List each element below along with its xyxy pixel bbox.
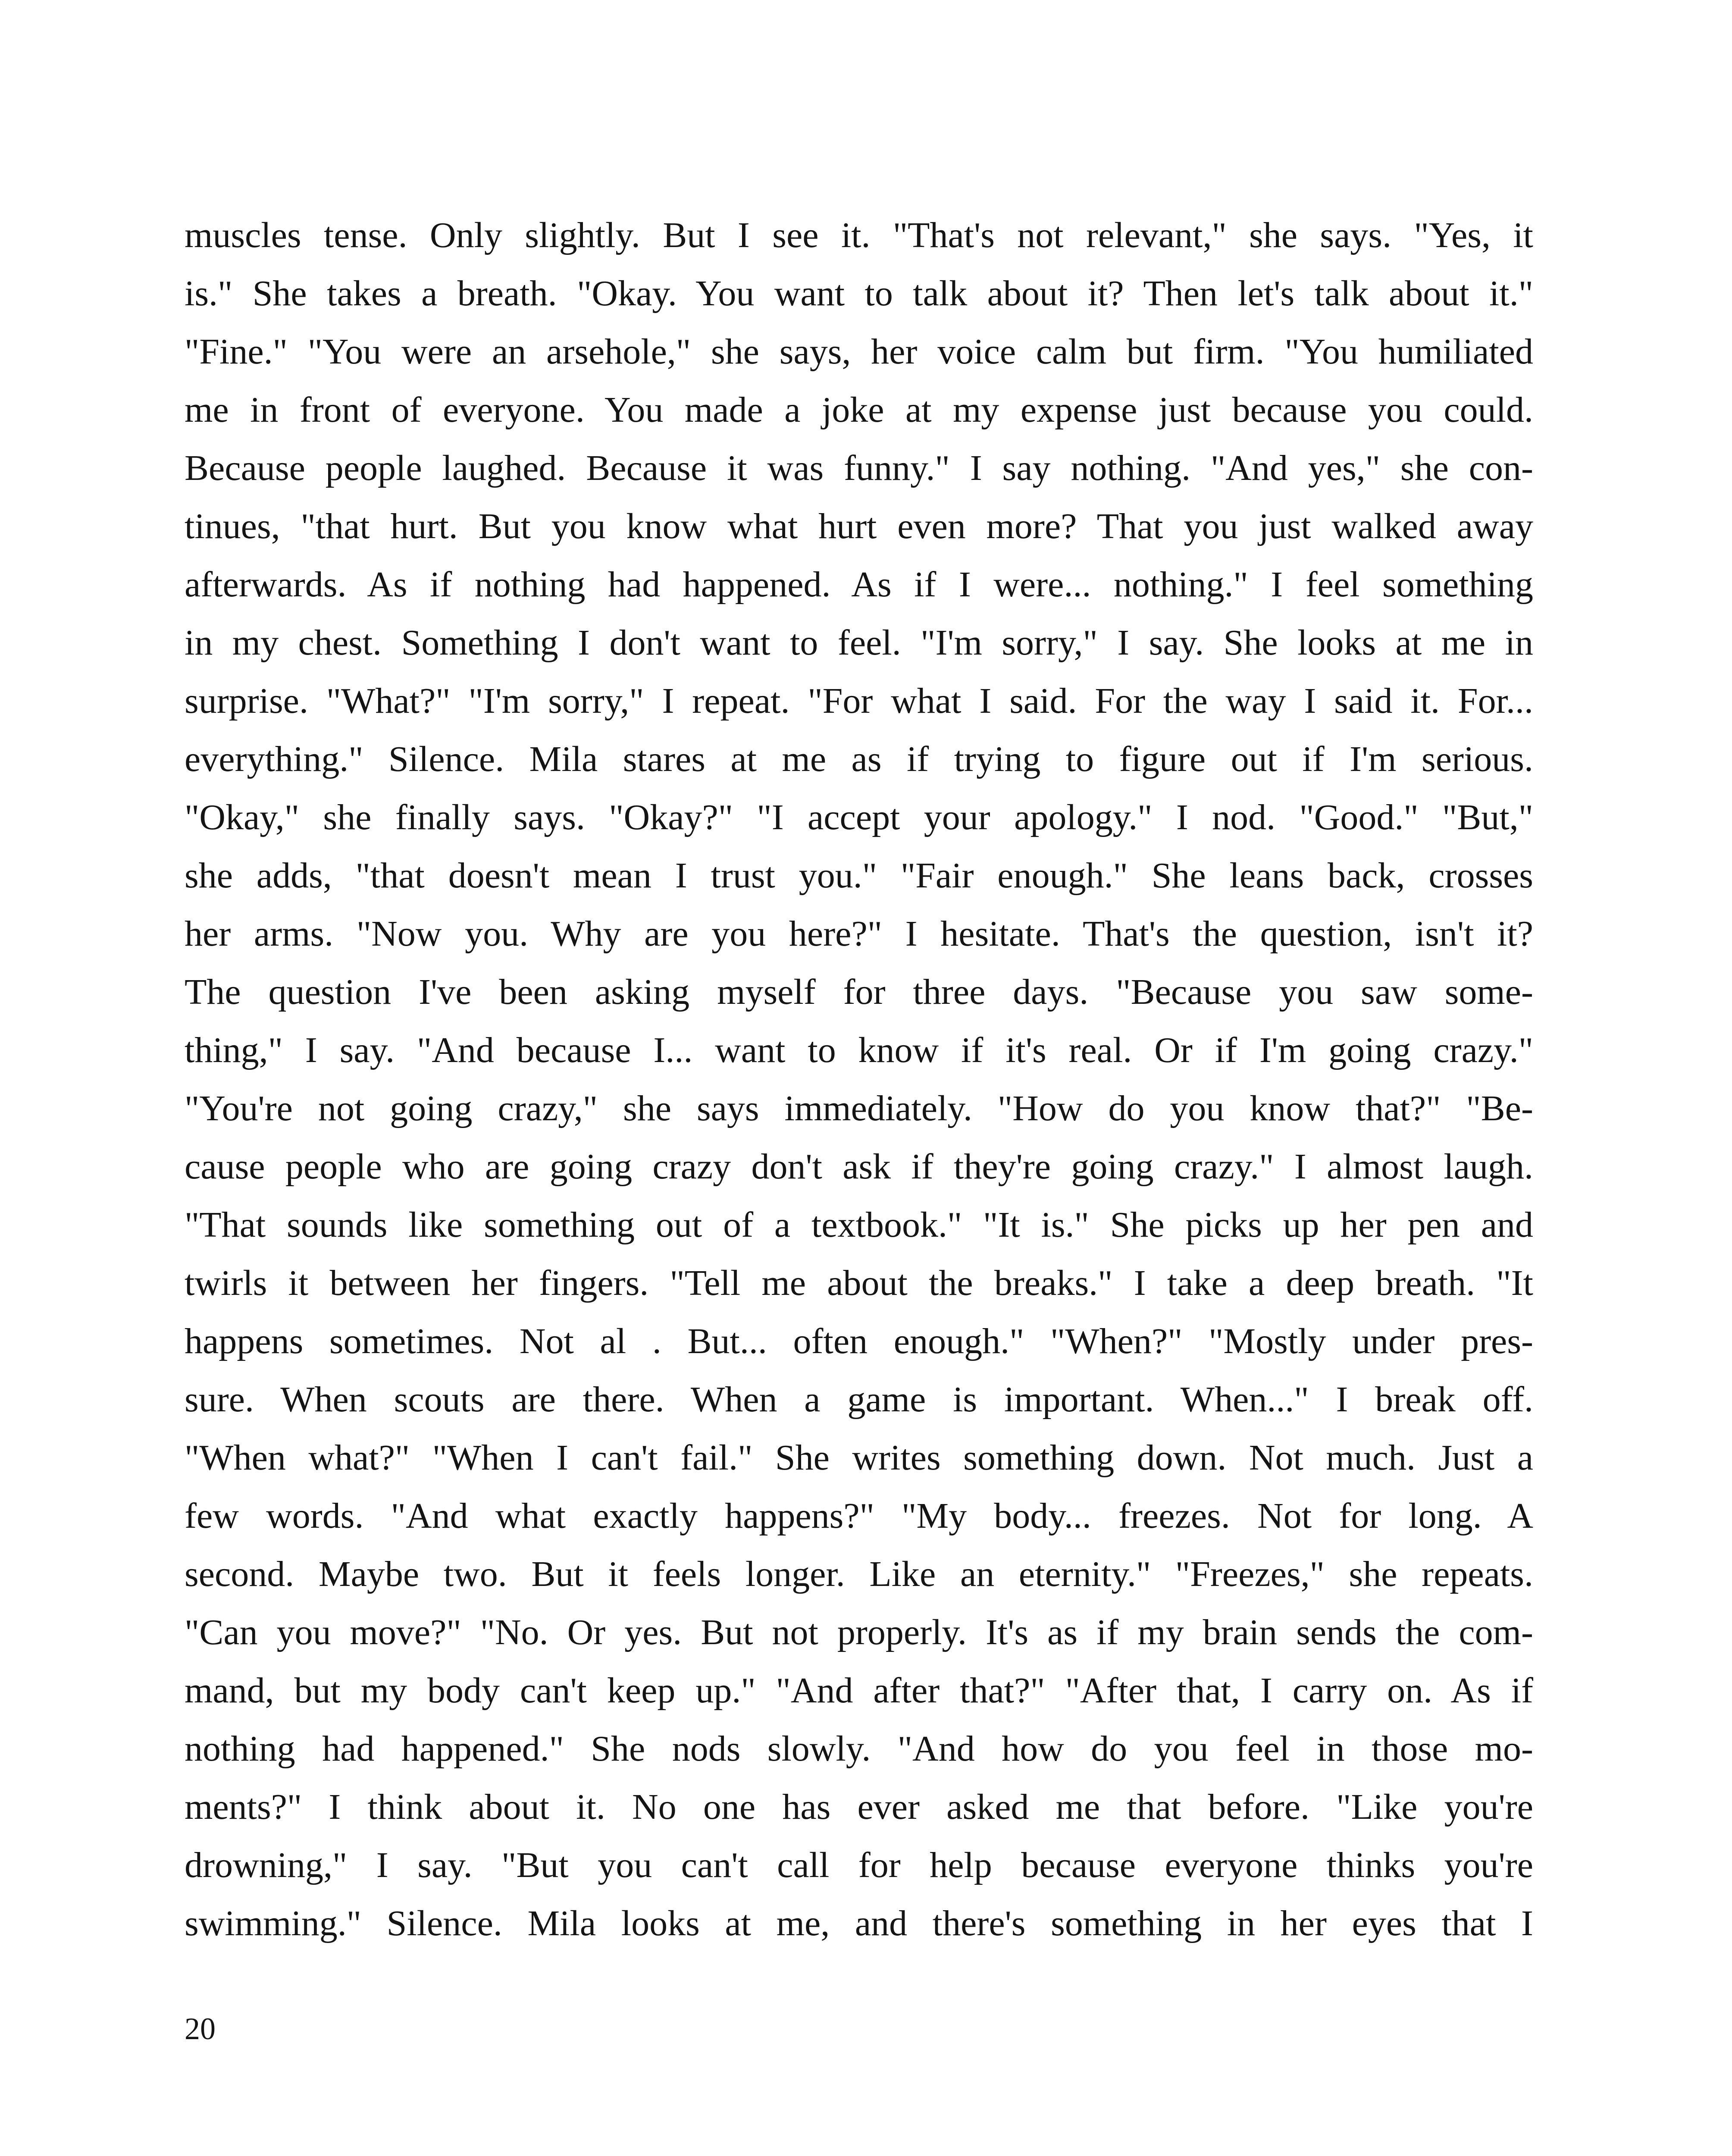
text-line: me in front of everyone. You made a joke at my expense just because you could. [185,390,1533,430]
text-line: nothing had happened." She nods slowly. "And how do you feel in those mo- [185,1729,1533,1769]
text-line: twirls it between her fingers. "Tell me about the breaks." I take a deep breath. "It [185,1263,1533,1303]
text-line: swimming." Silence. Mila looks at me, and there's something in her eyes that I [185,1903,1533,1943]
text-line: cause people who are going crazy don't ask if they're going crazy." I almost laugh. [185,1147,1533,1187]
body-text [185,206,1533,1952]
text-line: "When what?" "When I can't fail." She writes something down. Not much. Just a [185,1438,1533,1478]
text-line: "That sounds like something out of a textbook." "It is." She picks up her pen and [185,1205,1533,1245]
text-line: her arms. "Now you. Why are you here?" I hesitate. That's the question, isn't it? [185,914,1533,954]
text-line: Because people laughed. Because it was funny." I say nothing. "And yes," she con- [185,448,1533,488]
text-line: few words. "And what exactly happens?" "My body... freezes. Not for long. A [185,1496,1533,1536]
text-line: second. Maybe two. But it feels longer. Like an eternity." "Freezes," she repeats. [185,1554,1533,1594]
text-line: is." She takes a breath. "Okay. You want to talk about it? Then let's talk about it." [185,273,1533,313]
text-line: sure. When scouts are there. When a game is important. When..." I break off. [185,1379,1533,1420]
text-line: muscles tense. Only slightly. But I see it. "That's not relevant," she says. "Yes, it [185,215,1533,255]
text-line: "Can you move?" "No. Or yes. But not properly. It's as if my brain sends the com- [185,1612,1533,1652]
text-line: afterwards. As if nothing had happened. As if I were... nothing." I feel something [185,564,1533,605]
text-line: "Fine." "You were an arsehole," she says, her voice calm but firm. "You humiliated [185,332,1533,372]
text-line: happens sometimes. Not al . But... often enough." "When?" "Mostly under pres- [185,1321,1533,1361]
text-line: "You're not going crazy," she says immediately. "How do you know that?" "Be- [185,1088,1533,1128]
text-line: everything." Silence. Mila stares at me as if trying to figure out if I'm serious. [185,739,1533,779]
text-line: thing," I say. "And because I... want to know if it's real. Or if I'm going crazy." [185,1030,1533,1070]
text-line: in my chest. Something I don't want to feel. "I'm sorry," I say. She looks at me in [185,623,1533,663]
text-line: "Okay," she finally says. "Okay?" "I accept your apology." I nod. "Good." "But," [185,797,1533,837]
page-number: 20 [185,2012,216,2046]
text-line: tinues, "that hurt. But you know what hurt even more? That you just walked away [185,506,1533,546]
text-line: drowning," I say. "But you can't call for help because everyone thinks you're [185,1845,1533,1885]
text-line: ments?" I think about it. No one has ever asked me that before. "Like you're [185,1787,1533,1827]
text-line: The question I've been asking myself for three days. "Because you saw some- [185,972,1533,1012]
text-line: surprise. "What?" "I'm sorry," I repeat. "For what I said. For the way I said it. For... [185,681,1533,721]
text-line: she adds, "that doesn't mean I trust you." "Fair enough." She leans back, crosses [185,856,1533,896]
text-line: mand, but my body can't keep up." "And after that?" "After that, I carry on. As if [185,1670,1533,1711]
